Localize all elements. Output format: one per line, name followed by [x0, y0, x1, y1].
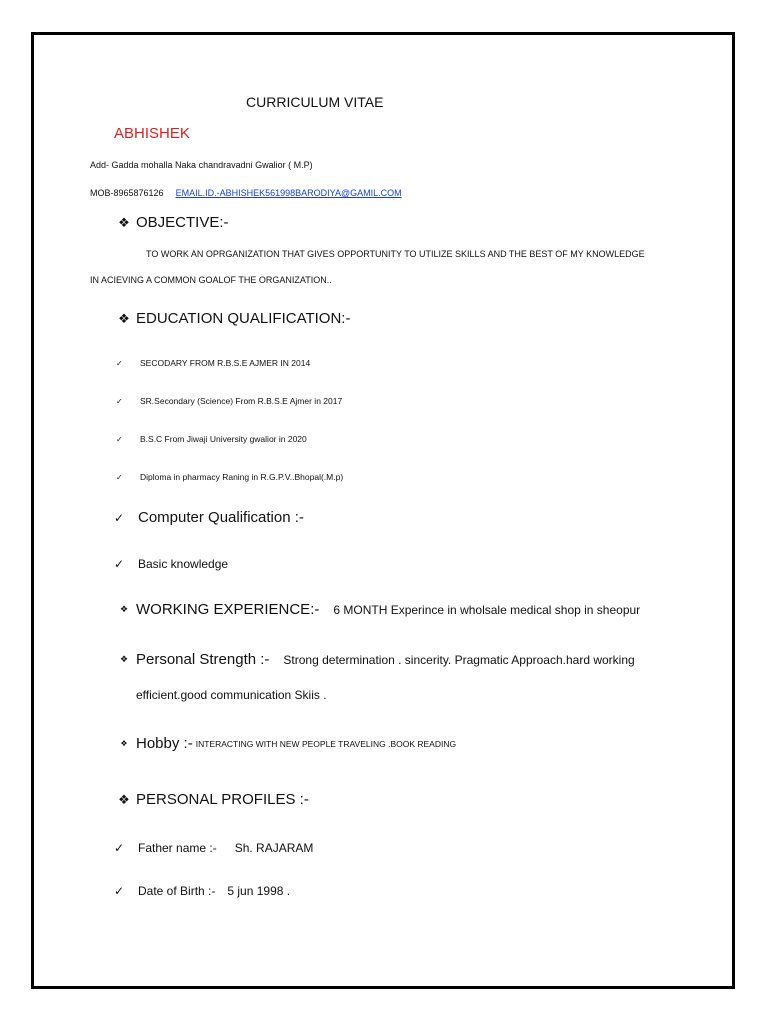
checkmark-icon: ✓ — [114, 557, 125, 571]
education-heading — [114, 310, 350, 327]
education-item-text: Diploma in pharmacy Raning in R.G.P.V..Bhopal(.M.p) — [140, 472, 344, 482]
checkmark-icon: ✓ — [116, 434, 123, 444]
address-line: Add- Gadda mohalla Naka chandravadni Gwalior ( M.P) — [90, 160, 313, 170]
education-item — [114, 358, 310, 368]
dob-row — [114, 884, 290, 898]
diamond-bullet-icon: ❖ — [118, 791, 130, 807]
checkmark-icon: ✓ — [116, 358, 123, 368]
checkmark-icon: ✓ — [114, 510, 125, 525]
education-item — [114, 396, 342, 406]
strength-text-line1: Strong determination . sincerity. Pragmatic Approach.hard working — [283, 652, 635, 667]
checkmark-icon: ✓ — [114, 884, 125, 898]
checkmark-icon: ✓ — [116, 472, 123, 482]
diamond-bullet-icon: ❖ — [118, 214, 130, 230]
hobby-heading — [114, 735, 456, 752]
education-item — [114, 434, 307, 444]
diamond-bullet-icon: ❖ — [118, 310, 130, 326]
hobby-heading-text: Hobby :- — [136, 735, 193, 752]
education-item-text: B.S.C From Jiwaji University gwalior in 2020 — [140, 434, 307, 444]
hobby-text: INTERACTING WITH NEW PEOPLE TRAVELING .BOOK READING — [195, 738, 457, 749]
diamond-bullet-icon: ❖ — [119, 654, 129, 664]
strength-heading-text: Personal Strength :- — [136, 651, 270, 668]
dob-value: 5 jun 1998 . — [227, 884, 291, 898]
mobile-number: MOB-8965876126 — [90, 188, 164, 198]
education-heading-text: EDUCATION QUALIFICATION:- — [136, 310, 351, 327]
father-name-label: Father name :- — [138, 841, 217, 855]
strength-text-line2: efficient.good communication Skiis . — [136, 688, 327, 702]
profile-heading — [114, 791, 309, 808]
candidate-name: ABHISHEK — [114, 125, 190, 142]
objective-heading — [114, 214, 229, 231]
strength-heading — [114, 651, 635, 668]
profile-heading-text: PERSONAL PROFILES :- — [136, 791, 309, 808]
dob-label: Date of Birth :- — [138, 884, 216, 898]
diamond-bullet-icon: ❖ — [120, 739, 128, 748]
education-item — [114, 472, 343, 482]
education-item-text: SR.Secondary (Science) From R.B.S.E Ajmer in 2017 — [140, 396, 343, 406]
experience-heading-text: WORKING EXPERIENCE:- — [136, 601, 320, 618]
computer-item — [114, 557, 228, 571]
computer-heading-text: Computer Qualification :- — [138, 509, 304, 526]
computer-heading — [114, 509, 304, 526]
education-item-text: SECODARY FROM R.B.S.E AJMER IN 2014 — [140, 358, 311, 368]
email-link[interactable]: EMAIL.ID.-ABHISHEK561998BARODIYA@GAMIL.COM — [175, 188, 402, 198]
father-name-row — [114, 841, 313, 855]
checkmark-icon: ✓ — [114, 841, 125, 855]
computer-item-text: Basic knowledge — [138, 557, 229, 571]
objective-heading-text: OBJECTIVE:- — [136, 214, 229, 231]
diamond-bullet-icon: ❖ — [119, 604, 129, 614]
checkmark-icon: ✓ — [116, 396, 123, 406]
contact-line — [90, 188, 402, 198]
objective-text-line2: IN ACIEVING A COMMON GOALOF THE ORGANIZATION.. — [90, 275, 332, 285]
experience-heading — [114, 601, 640, 618]
objective-text-line1: TO WORK AN OPRGANIZATION THAT GIVES OPPORTUNITY TO UTILIZE SKILLS AND THE BEST OF MY KNOWLEDGE — [146, 249, 645, 259]
document-title: CURRICULUM VITAE — [246, 94, 384, 110]
experience-text: 6 MONTH Experince in wholsale medical shop in sheopur — [333, 602, 641, 617]
father-name-value: Sh. RAJARAM — [234, 841, 314, 855]
